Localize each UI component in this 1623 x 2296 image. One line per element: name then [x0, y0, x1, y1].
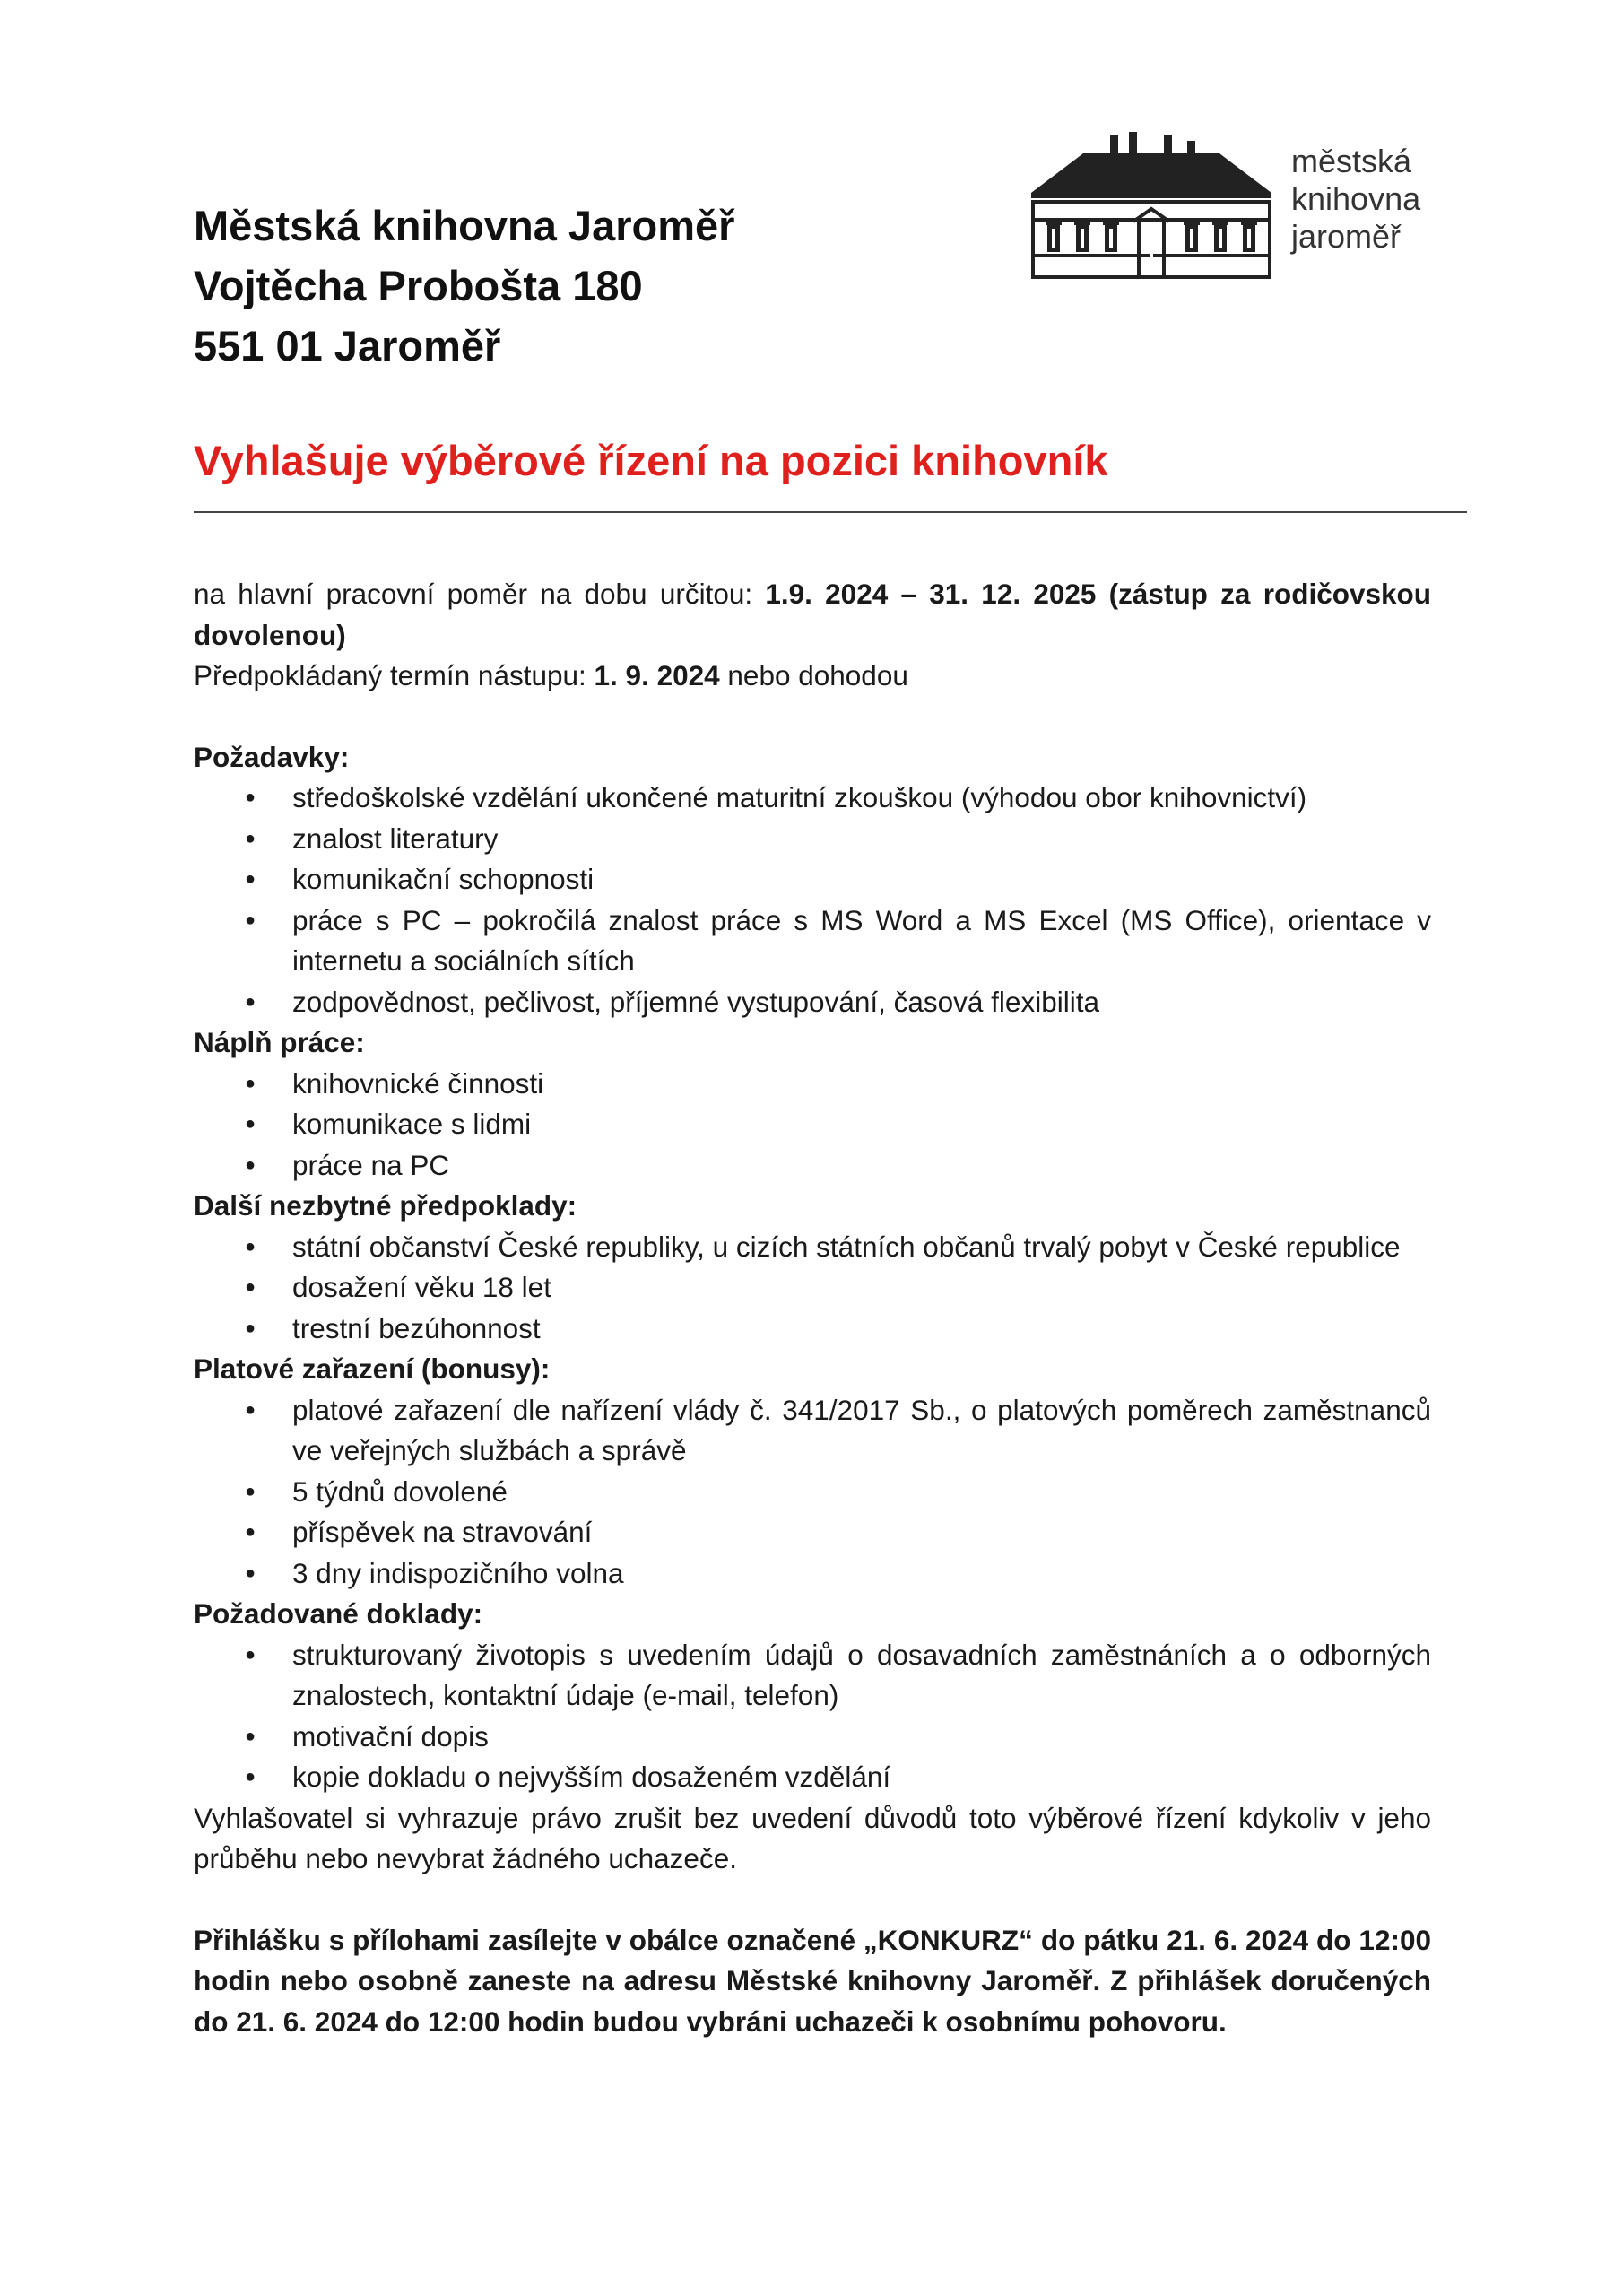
- list-item: ● práce s PC – pokročilá znalost práce s MS Word a MS Excel (MS Office), orientace v internetu a sociálních sítích: [194, 900, 1431, 982]
- start-suffix: nebo dohodou: [719, 659, 908, 691]
- salary-list: [194, 1390, 1431, 1595]
- city-address: 551 01 Jaroměř: [194, 322, 501, 370]
- list-item: ● státní občanství České republiky, u cizích státních občanů trvalý pobyt v České republice: [194, 1227, 1431, 1268]
- spacer: [194, 1880, 1431, 1920]
- street-address: Vojtěcha Probošta 180: [194, 262, 643, 309]
- start-label: Předpokládaný termín nástupu:: [194, 659, 595, 691]
- employment-terms: [194, 574, 1431, 656]
- page-title: Vyhlašuje výběrové řízení na pozici knihovník: [194, 437, 1108, 484]
- list-item: ● komunikační schopnosti: [194, 859, 1431, 900]
- job-duties-list: [194, 1064, 1431, 1187]
- list-item: ● strukturovaný životopis s uvedením údajů o dosavadních zaměstnáních a o odborných znalostech, kontaktní údaje (e-mail, telefon): [194, 1635, 1431, 1717]
- title-divider: [194, 511, 1467, 513]
- list-item: ● zodpovědnost, pečlivost, příjemné vystupování, časová flexibilita: [194, 982, 1431, 1023]
- list-item: ● příspěvek na stravování: [194, 1512, 1431, 1553]
- section-heading: Platové zařazení (bonusy):: [194, 1352, 551, 1385]
- org-name: Městská knihovna Jaroměř: [194, 202, 735, 249]
- logo-text: [1291, 143, 1420, 256]
- documents-list: [194, 1635, 1431, 1798]
- salary-section: [194, 1349, 1431, 1594]
- list-item: ● 5 týdnů dovolené: [194, 1472, 1431, 1513]
- list-item: ● kopie dokladu o nejvyšším dosaženém vzdělání: [194, 1757, 1431, 1798]
- job-duties-section: [194, 1022, 1431, 1186]
- logo-text-line: jaroměř: [1291, 218, 1402, 255]
- employment-text: na hlavní pracovní poměr na dobu určitou:: [194, 578, 766, 610]
- documents-section: [194, 1594, 1431, 1798]
- section-heading: Požadované doklady:: [194, 1597, 483, 1630]
- section-heading: Náplň práce:: [194, 1026, 365, 1058]
- library-building-icon: [1029, 130, 1280, 283]
- list-item: ● dosažení věku 18 let: [194, 1267, 1431, 1309]
- section-heading: Další nezbytné předpoklady:: [194, 1189, 577, 1222]
- prerequisites-list: [194, 1227, 1431, 1350]
- address-block: [194, 196, 734, 376]
- list-item: ● 3 dny indispozičního volna: [194, 1553, 1431, 1595]
- start-date: 1. 9. 2024: [594, 659, 720, 691]
- list-item: ● platové zařazení dle nařízení vlády č. 341/2017 Sb., o platových poměrech zaměstnanců ve veřejných službách a správě: [194, 1390, 1431, 1472]
- logo-text-line: městská: [1291, 143, 1412, 179]
- employment-period: 1.9. 2024 – 31. 12. 2025 (zástup za rodičovskou dovolenou): [194, 578, 1431, 651]
- library-logo: [1029, 130, 1442, 283]
- application-instructions: Přihlášku s přílohami zasílejte v obálce označené „KONKURZ“ do pátku 21. 6. 2024 do 12:00 hodin nebo osobně zaneste na adresu Městské knihovny Jaroměř. Z přihlášek doručených do 21. 6. 2024 do 12:00 hodin budou vybráni uchazeči k osobnímu pohovoru.: [194, 1923, 1431, 2038]
- section-heading: Požadavky:: [194, 740, 350, 773]
- requirements-list: [194, 778, 1431, 1022]
- document-body: [194, 574, 1431, 2042]
- logo-text-line: knihovna: [1291, 180, 1421, 217]
- disclaimer: Vyhlašovatel si vyhrazuje právo zrušit bez uvedení důvodů toto výběrové řízení kdykoliv v jeho průběhu nebo nevybrat žádného uchazeče.: [194, 1801, 1431, 1874]
- spacer: [194, 697, 1431, 737]
- list-item: ● trestní bezúhonnost: [194, 1309, 1431, 1350]
- requirements-section: [194, 737, 1431, 1023]
- list-item: ● motivační dopis: [194, 1717, 1431, 1758]
- list-item: ● knihovnické činnosti: [194, 1064, 1431, 1105]
- list-item: ● práce na PC: [194, 1145, 1431, 1187]
- prerequisites-section: [194, 1186, 1431, 1349]
- list-item: ● znalost literatury: [194, 819, 1431, 860]
- list-item: ● komunikace s lidmi: [194, 1104, 1431, 1145]
- list-item: ● středoškolské vzdělání ukončené maturitní zkouškou (výhodou obor knihovnictví): [194, 778, 1431, 819]
- start-date-line: [194, 656, 1431, 697]
